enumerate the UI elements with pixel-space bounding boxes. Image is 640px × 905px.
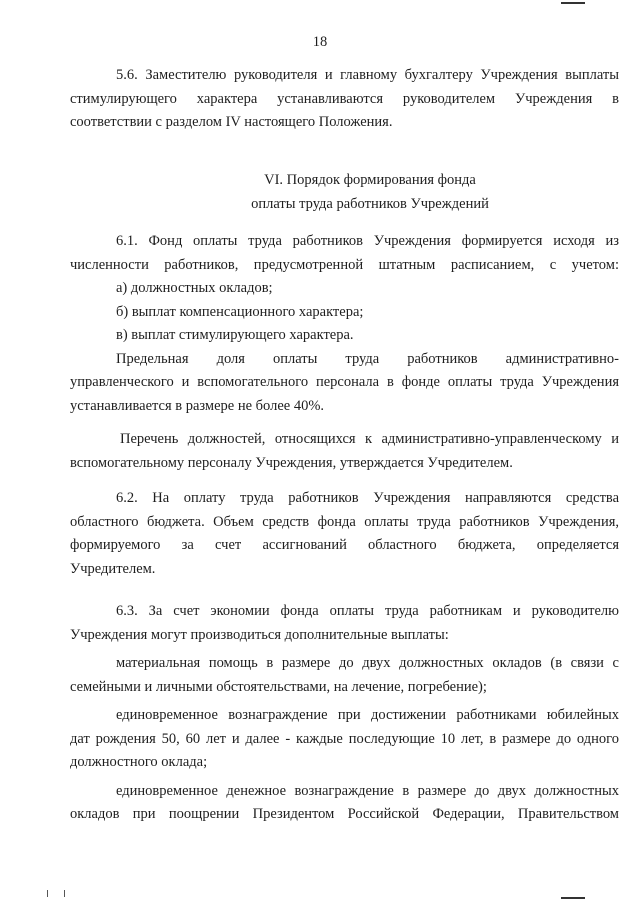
- text-line: 6.3. За счет экономии фонда оплаты труда работникам и руководителю: [116, 603, 619, 619]
- text-line: Перечень должностей, относящихся к административно-управленческому и: [120, 431, 619, 447]
- text-line: Учредителем.: [70, 560, 156, 577]
- paragraph-5-6: [70, 64, 619, 135]
- paragraph-6-3: [70, 600, 619, 827]
- text-line: материальная помощь в размере до двух должностных окладов (в связи с: [116, 655, 619, 671]
- text-line: управленческого и вспомогательного персонала в фонде оплаты труда Учреждения: [70, 374, 619, 390]
- page-number: 18: [312, 34, 328, 50]
- text-line: Предельная доля оплаты труда работников административно-: [116, 350, 619, 367]
- heading-line: VI. Порядок формирования фонда: [264, 172, 476, 188]
- text-line: Учреждения могут производиться дополнительные выплаты:: [70, 626, 449, 643]
- heading-line: оплаты труда работников Учреждений: [251, 195, 489, 212]
- text-line: соответствии с разделом IV настоящего Положения.: [70, 114, 393, 130]
- text-line: единовременное денежное вознаграждение в размере до двух должностных: [116, 782, 619, 799]
- text-line: единовременное вознаграждение при достижении работниками юбилейных: [116, 707, 619, 723]
- paragraph-6-1: [70, 230, 619, 475]
- text-line: дат рождения 50, 60 лет и далее - каждые последующие 10 лет, в размере до одного: [70, 730, 619, 747]
- paragraph-6-2: [70, 487, 619, 581]
- scan-mark-bottom-right: [561, 897, 585, 899]
- text-line: областного бюджета. Объем средств фонда оплаты труда работников Учреждения,: [70, 513, 619, 530]
- text-line: семейными и личными обстоятельствами, на лечение, погребение);: [70, 678, 487, 695]
- list-item: а) должностных окладов;: [116, 280, 273, 296]
- text-line: численности работников, предусмотренной штатным расписанием, с учетом:: [70, 256, 619, 273]
- text-line: 5.6. Заместителю руководителя и главному бухгалтеру Учреждения выплаты: [116, 67, 619, 83]
- text-line: 6.2. На оплату труда работников Учреждения направляются средства: [116, 490, 619, 506]
- text-line: должностного оклада;: [70, 754, 208, 770]
- section-heading: [0, 169, 640, 216]
- scan-mark-bottom-left: [64, 890, 65, 897]
- scan-mark-bottom-left: [47, 890, 48, 897]
- text-line: 6.1. Фонд оплаты труда работников Учреждения формируется исходя из: [116, 233, 619, 249]
- text-line: стимулирующего характера устанавливаются руководителем Учреждения в: [70, 90, 619, 107]
- scan-mark-top-right: [561, 2, 585, 4]
- list-item: в) выплат стимулирующего характера.: [116, 327, 354, 343]
- text-line: вспомогательному персоналу Учреждения, утверждается Учредителем.: [70, 454, 513, 471]
- text-line: окладов при поощрении Президентом Российской Федерации, Правительством: [70, 806, 619, 822]
- text-line: устанавливается в размере не более 40%.: [70, 397, 325, 414]
- text-line: формируемого за счет ассигнований областного бюджета, определяется: [70, 537, 619, 553]
- list-item: б) выплат компенсационного характера;: [116, 303, 364, 320]
